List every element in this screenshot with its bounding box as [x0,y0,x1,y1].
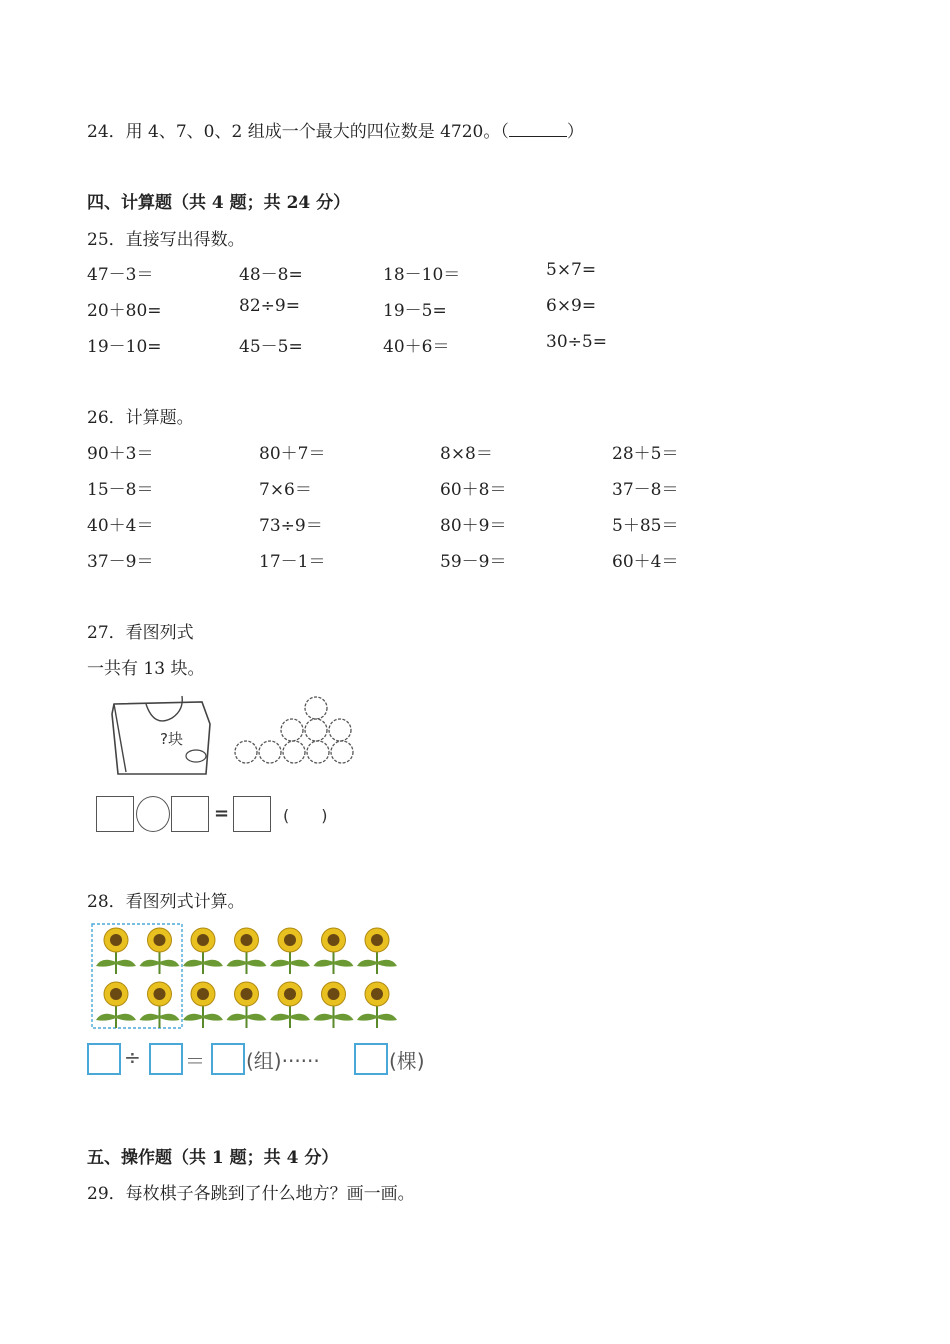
cookie-icon [235,741,257,763]
equation-item[interactable]: 8×8＝ [440,444,493,464]
divide-sign: ÷ [124,1045,141,1069]
answer-box-2[interactable] [171,796,209,832]
answer-box-1[interactable] [96,796,134,832]
question-28-prompt: 28．看图列式计算。 [87,892,245,912]
bag-illustration [106,694,212,776]
equation-item[interactable]: 5×7= [546,260,597,280]
tree-unit: (棵) [389,1049,425,1073]
sunflower-icon [96,982,136,1028]
equation-item[interactable]: 82÷9= [239,296,300,316]
equation-item[interactable]: 7×6＝ [259,480,312,500]
cookies-illustration [226,694,366,776]
equation-item[interactable]: 40＋6＝ [383,337,450,357]
sunflower-icon [314,982,354,1028]
sunflower-icon [183,982,223,1028]
question-27-sub: 一共有 13 块。 [87,659,205,679]
bag-label: ?块 [160,730,183,748]
equation-item[interactable]: 47－3＝ [87,265,154,285]
sunflower-icon [357,928,397,974]
sunflowers-illustration [88,922,408,1032]
equation-item[interactable]: 40＋4＝ [87,516,154,536]
question-24 [87,117,584,142]
cookie-icon [331,741,353,763]
equation-item[interactable]: 28＋5＝ [612,444,679,464]
equation-item[interactable]: 73÷9＝ [259,516,323,536]
cookie-icon [281,719,303,741]
sunflower-icon [183,928,223,974]
question-26-prompt: 26．计算题。 [87,408,194,428]
equation-item[interactable]: 18－10＝ [383,265,461,285]
cookie-icon [305,697,327,719]
equation-item[interactable]: 59－9＝ [440,552,507,572]
equation-item[interactable]: 60＋8＝ [440,480,507,500]
sunflower-icon [270,928,310,974]
question-24-text: 24．用 4、7、0、2 组成一个最大的四位数是 4720。（ [87,122,509,142]
sunflower-icon [140,982,180,1028]
equals-sign: = [214,803,230,824]
equation-item[interactable]: 80＋9＝ [440,516,507,536]
cookie-icon [259,741,281,763]
section-4-title: 四、计算题（共 4 题；共 24 分） [87,193,351,213]
equation-item[interactable]: 17－1＝ [259,552,326,572]
cookie-icon [329,719,351,741]
dividend-box[interactable] [87,1043,121,1075]
sunflower-icon [227,928,267,974]
equation-item[interactable]: 37－8＝ [612,480,679,500]
equation-item[interactable]: 6×9= [546,296,597,316]
equation-item[interactable]: 37－9＝ [87,552,154,572]
equation-item[interactable]: 5＋85＝ [612,516,679,536]
question-27-prompt: 27．看图列式 [87,623,194,643]
equation-item[interactable]: 45－5= [239,337,303,357]
sunflower-icon [140,928,180,974]
equation-item[interactable]: 20＋80= [87,301,162,321]
equation-item[interactable]: 60＋4＝ [612,552,679,572]
cookie-icon [305,719,327,741]
unit-paren[interactable]: ( ) [283,806,328,825]
equal-sign: ＝ [185,1049,205,1073]
question-25-prompt: 25．直接写出得数。 [87,230,245,250]
answer-box-3[interactable] [233,796,271,832]
group-unit: (组)······ [246,1049,320,1073]
sunflower-icon [227,982,267,1028]
divisor-box[interactable] [149,1043,183,1075]
equation-item[interactable]: 30÷5= [546,332,607,352]
sunflower-icon [96,928,136,974]
answer-blank[interactable] [509,122,567,137]
question-29-prompt: 29．每枚棋子各跳到了什么地方？画一画。 [87,1184,415,1204]
quotient-box[interactable] [211,1043,245,1075]
cookie-icon [283,741,305,763]
remainder-box[interactable] [354,1043,388,1075]
question-24-close: ） [566,122,584,142]
equation-item[interactable]: 15－8＝ [87,480,154,500]
equation-item[interactable]: 90＋3＝ [87,444,154,464]
sunflower-icon [270,982,310,1028]
cookie-icon [307,741,329,763]
section-5-title: 五、操作题（共 1 题；共 4 分） [87,1148,339,1168]
equation-item[interactable]: 19－5= [383,301,447,321]
equation-item[interactable]: 19－10= [87,337,162,357]
sunflower-icon [314,928,354,974]
equation-item[interactable]: 80＋7＝ [259,444,326,464]
equation-item[interactable]: 48－8= [239,265,303,285]
operator-circle[interactable] [136,796,170,832]
sunflower-icon [357,982,397,1028]
